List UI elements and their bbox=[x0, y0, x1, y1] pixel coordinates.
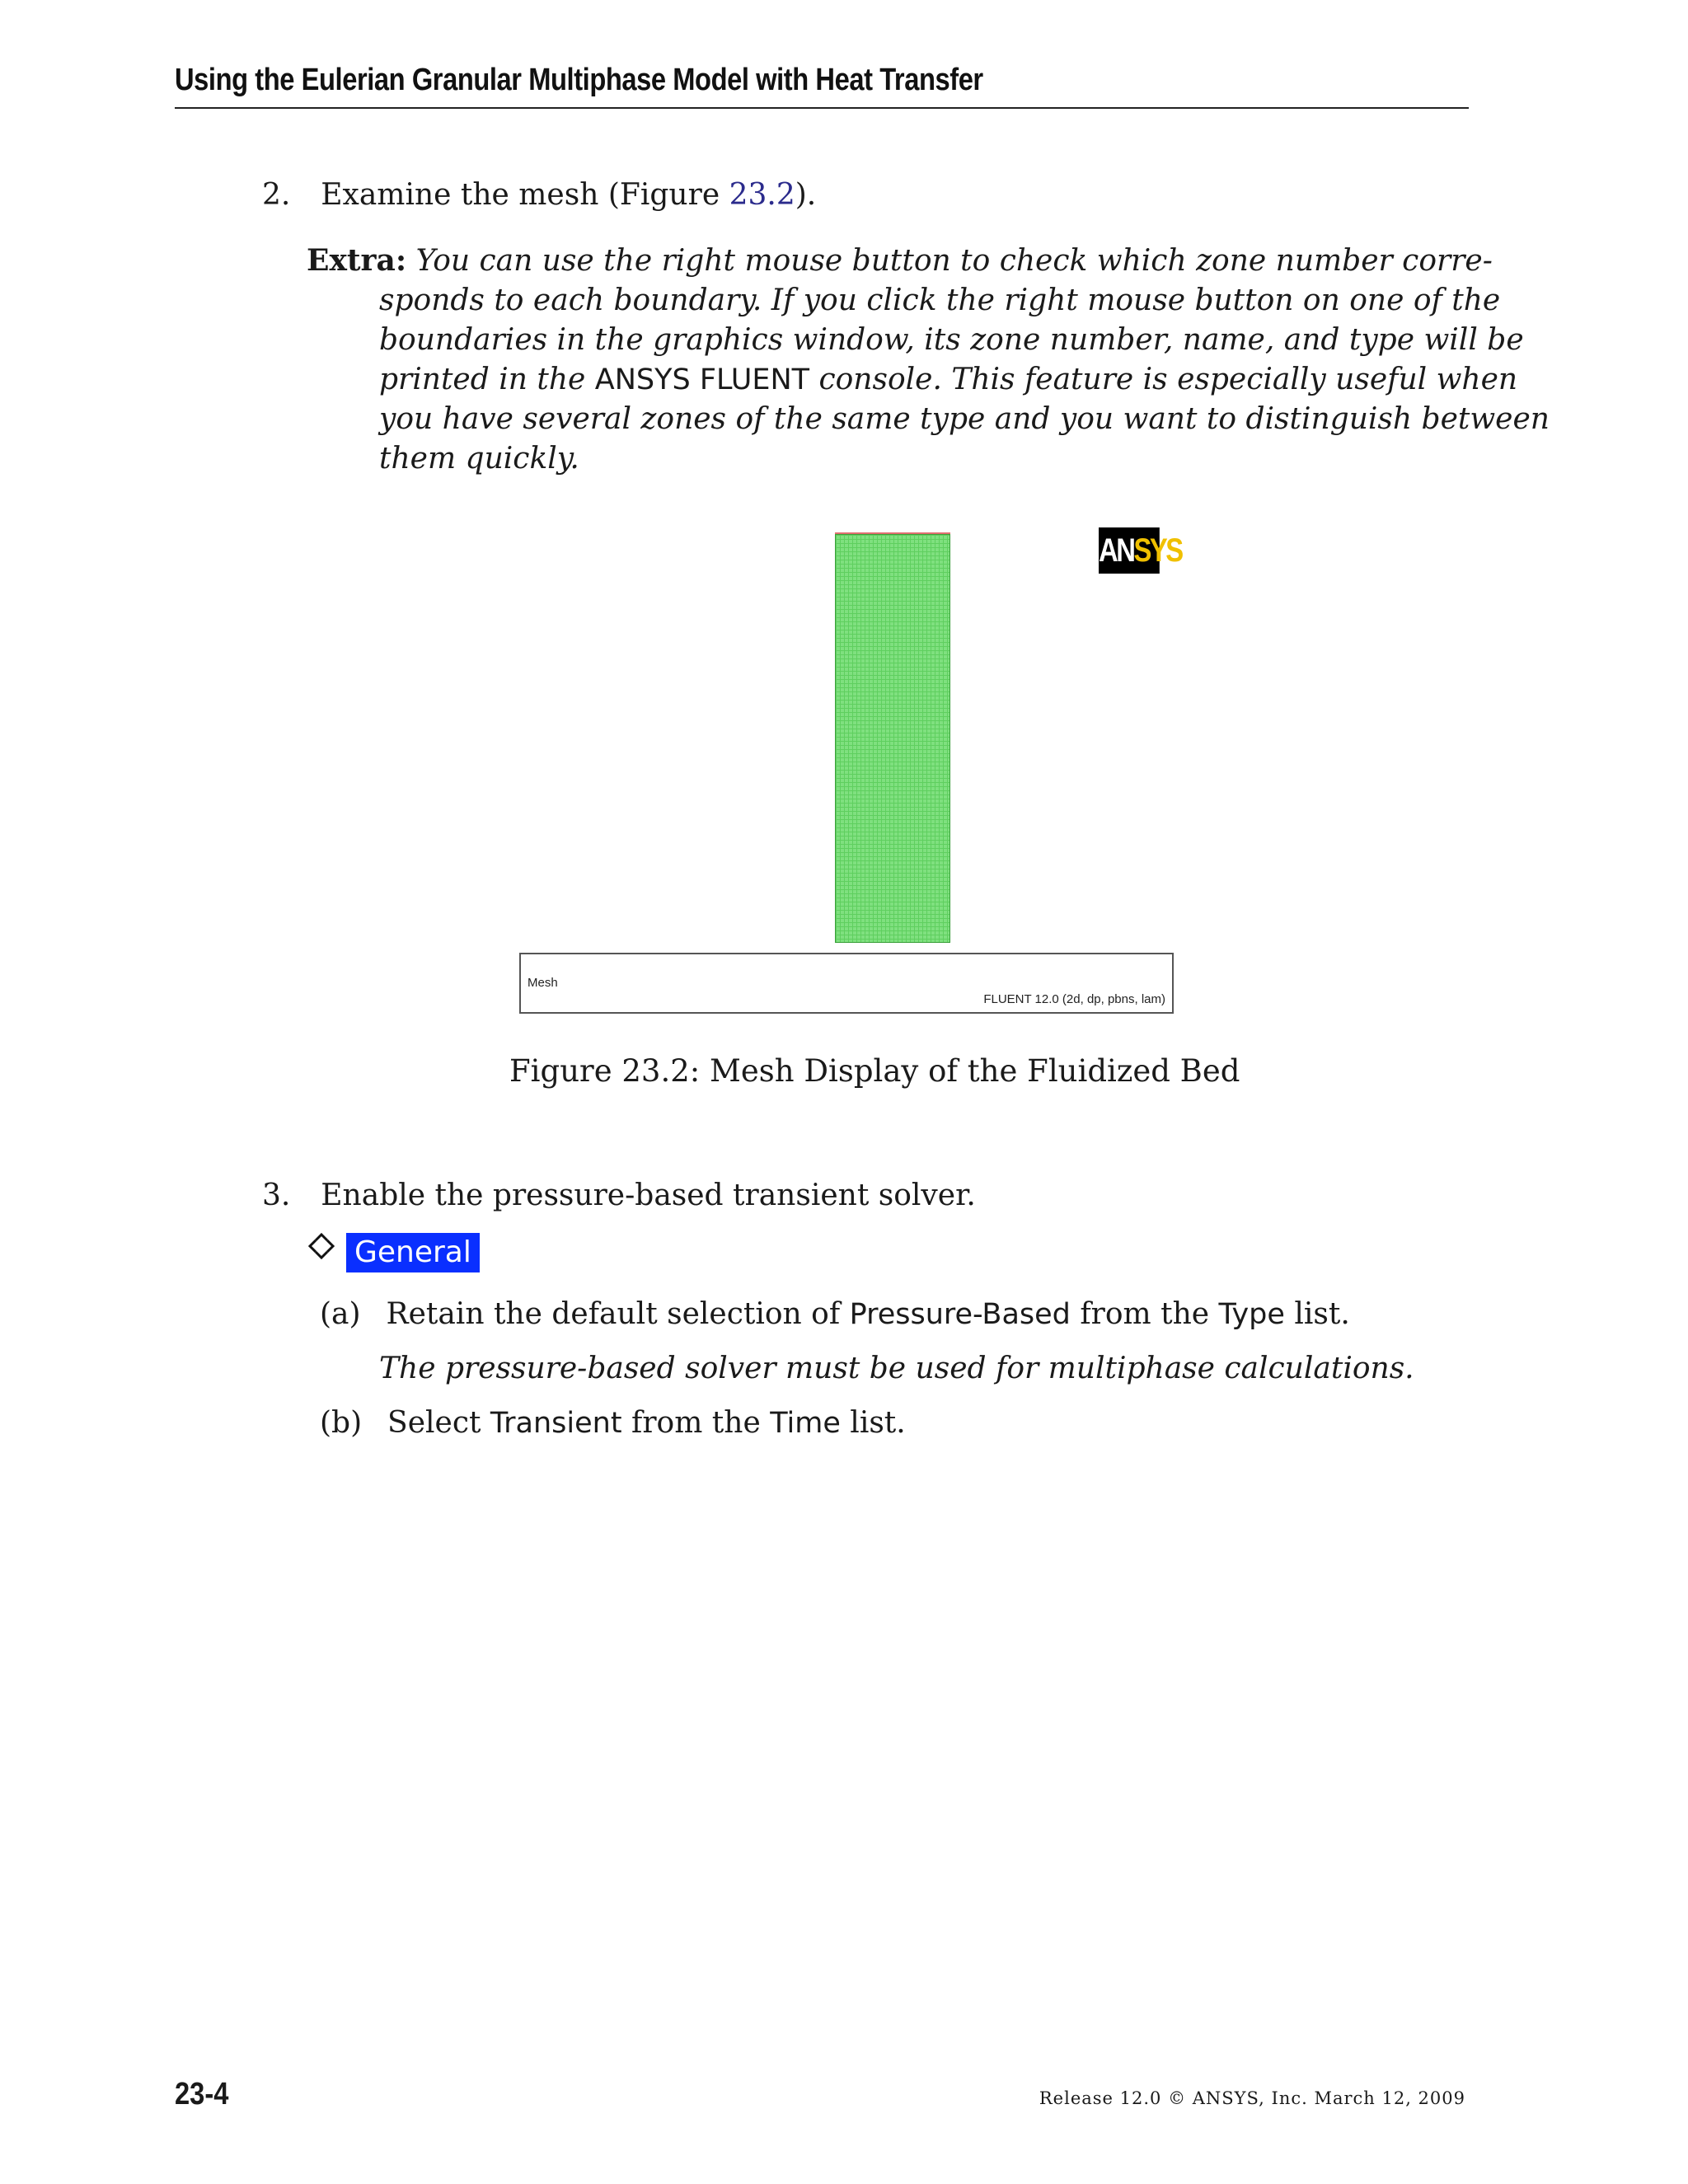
release-footer: Release 12.0 © ANSYS, Inc. March 12, 2009 bbox=[1039, 2088, 1465, 2108]
extra-line-2: sponds to each boundary. If you click the right mouse button on one of the bbox=[379, 284, 1501, 317]
mesh-figure bbox=[519, 527, 1182, 1015]
step-2-number: 2. bbox=[262, 178, 291, 212]
extra-line-5: you have several zones of the same type and you want to distinguish between bbox=[379, 402, 1550, 436]
figure-caption: Figure 23.2: Mesh Display of the Fluidized Bed bbox=[509, 1053, 1240, 1089]
caption-version-label: FLUENT 12.0 (2d, dp, pbns, lam) bbox=[983, 992, 1165, 1006]
extra-line-1: You can use the right mouse button to check which zone number corre- bbox=[415, 244, 1493, 278]
step-3-number: 3. bbox=[262, 1179, 291, 1212]
general-nav-button[interactable]: General bbox=[346, 1233, 480, 1272]
graphics-caption-box bbox=[519, 953, 1174, 1014]
running-header: Using the Eulerian Granular Multiphase Model with Heat Transfer bbox=[175, 63, 983, 97]
step-2-text: Examine the mesh (Figure bbox=[321, 178, 729, 212]
move-arrows-icon bbox=[307, 1231, 336, 1261]
step-3a-text: Retain the default selection of bbox=[386, 1297, 850, 1331]
product-name: ANSYS FLUENT bbox=[594, 363, 810, 396]
time-list-label: Time bbox=[770, 1407, 841, 1440]
step-2-text-end: ). bbox=[795, 178, 817, 212]
header-rule bbox=[175, 107, 1469, 109]
step-2 bbox=[262, 178, 816, 212]
step-3b-label: (b) bbox=[320, 1406, 363, 1440]
step-3b-text: Select bbox=[387, 1406, 490, 1440]
pressure-based-option: Pressure-Based bbox=[849, 1298, 1071, 1331]
extra-line-3: boundaries in the graphics window, its zone number, name, and type will be bbox=[379, 323, 1524, 357]
step-3a: (a) Retain the default selection of Pressure-Based from the Type list. bbox=[320, 1297, 1350, 1331]
transient-option: Transient bbox=[490, 1407, 622, 1440]
extra-line-4a: printed in the bbox=[379, 363, 595, 396]
extra-note bbox=[307, 241, 1550, 479]
extra-label: Extra: bbox=[307, 243, 407, 278]
mesh-display bbox=[835, 534, 950, 943]
figure-link[interactable]: 23.2 bbox=[729, 178, 795, 212]
step-3 bbox=[262, 1179, 976, 1212]
step-3a-label: (a) bbox=[320, 1297, 361, 1331]
page-number: 23-4 bbox=[175, 2077, 229, 2111]
step-3b: (b) Select Transient from the Time list. bbox=[320, 1406, 906, 1440]
extra-line-4b: console. This feature is especially useful when bbox=[809, 363, 1518, 396]
step-3a-note: The pressure-based solver must be used for multiphase calculations. bbox=[379, 1352, 1414, 1385]
ansys-logo: ANSYS bbox=[1099, 527, 1160, 574]
extra-line-6: them quickly. bbox=[379, 442, 579, 476]
caption-mesh-label: Mesh bbox=[528, 976, 558, 990]
type-list-label: Type bbox=[1218, 1298, 1285, 1331]
step-3-text: Enable the pressure-based transient solver. bbox=[321, 1179, 976, 1212]
